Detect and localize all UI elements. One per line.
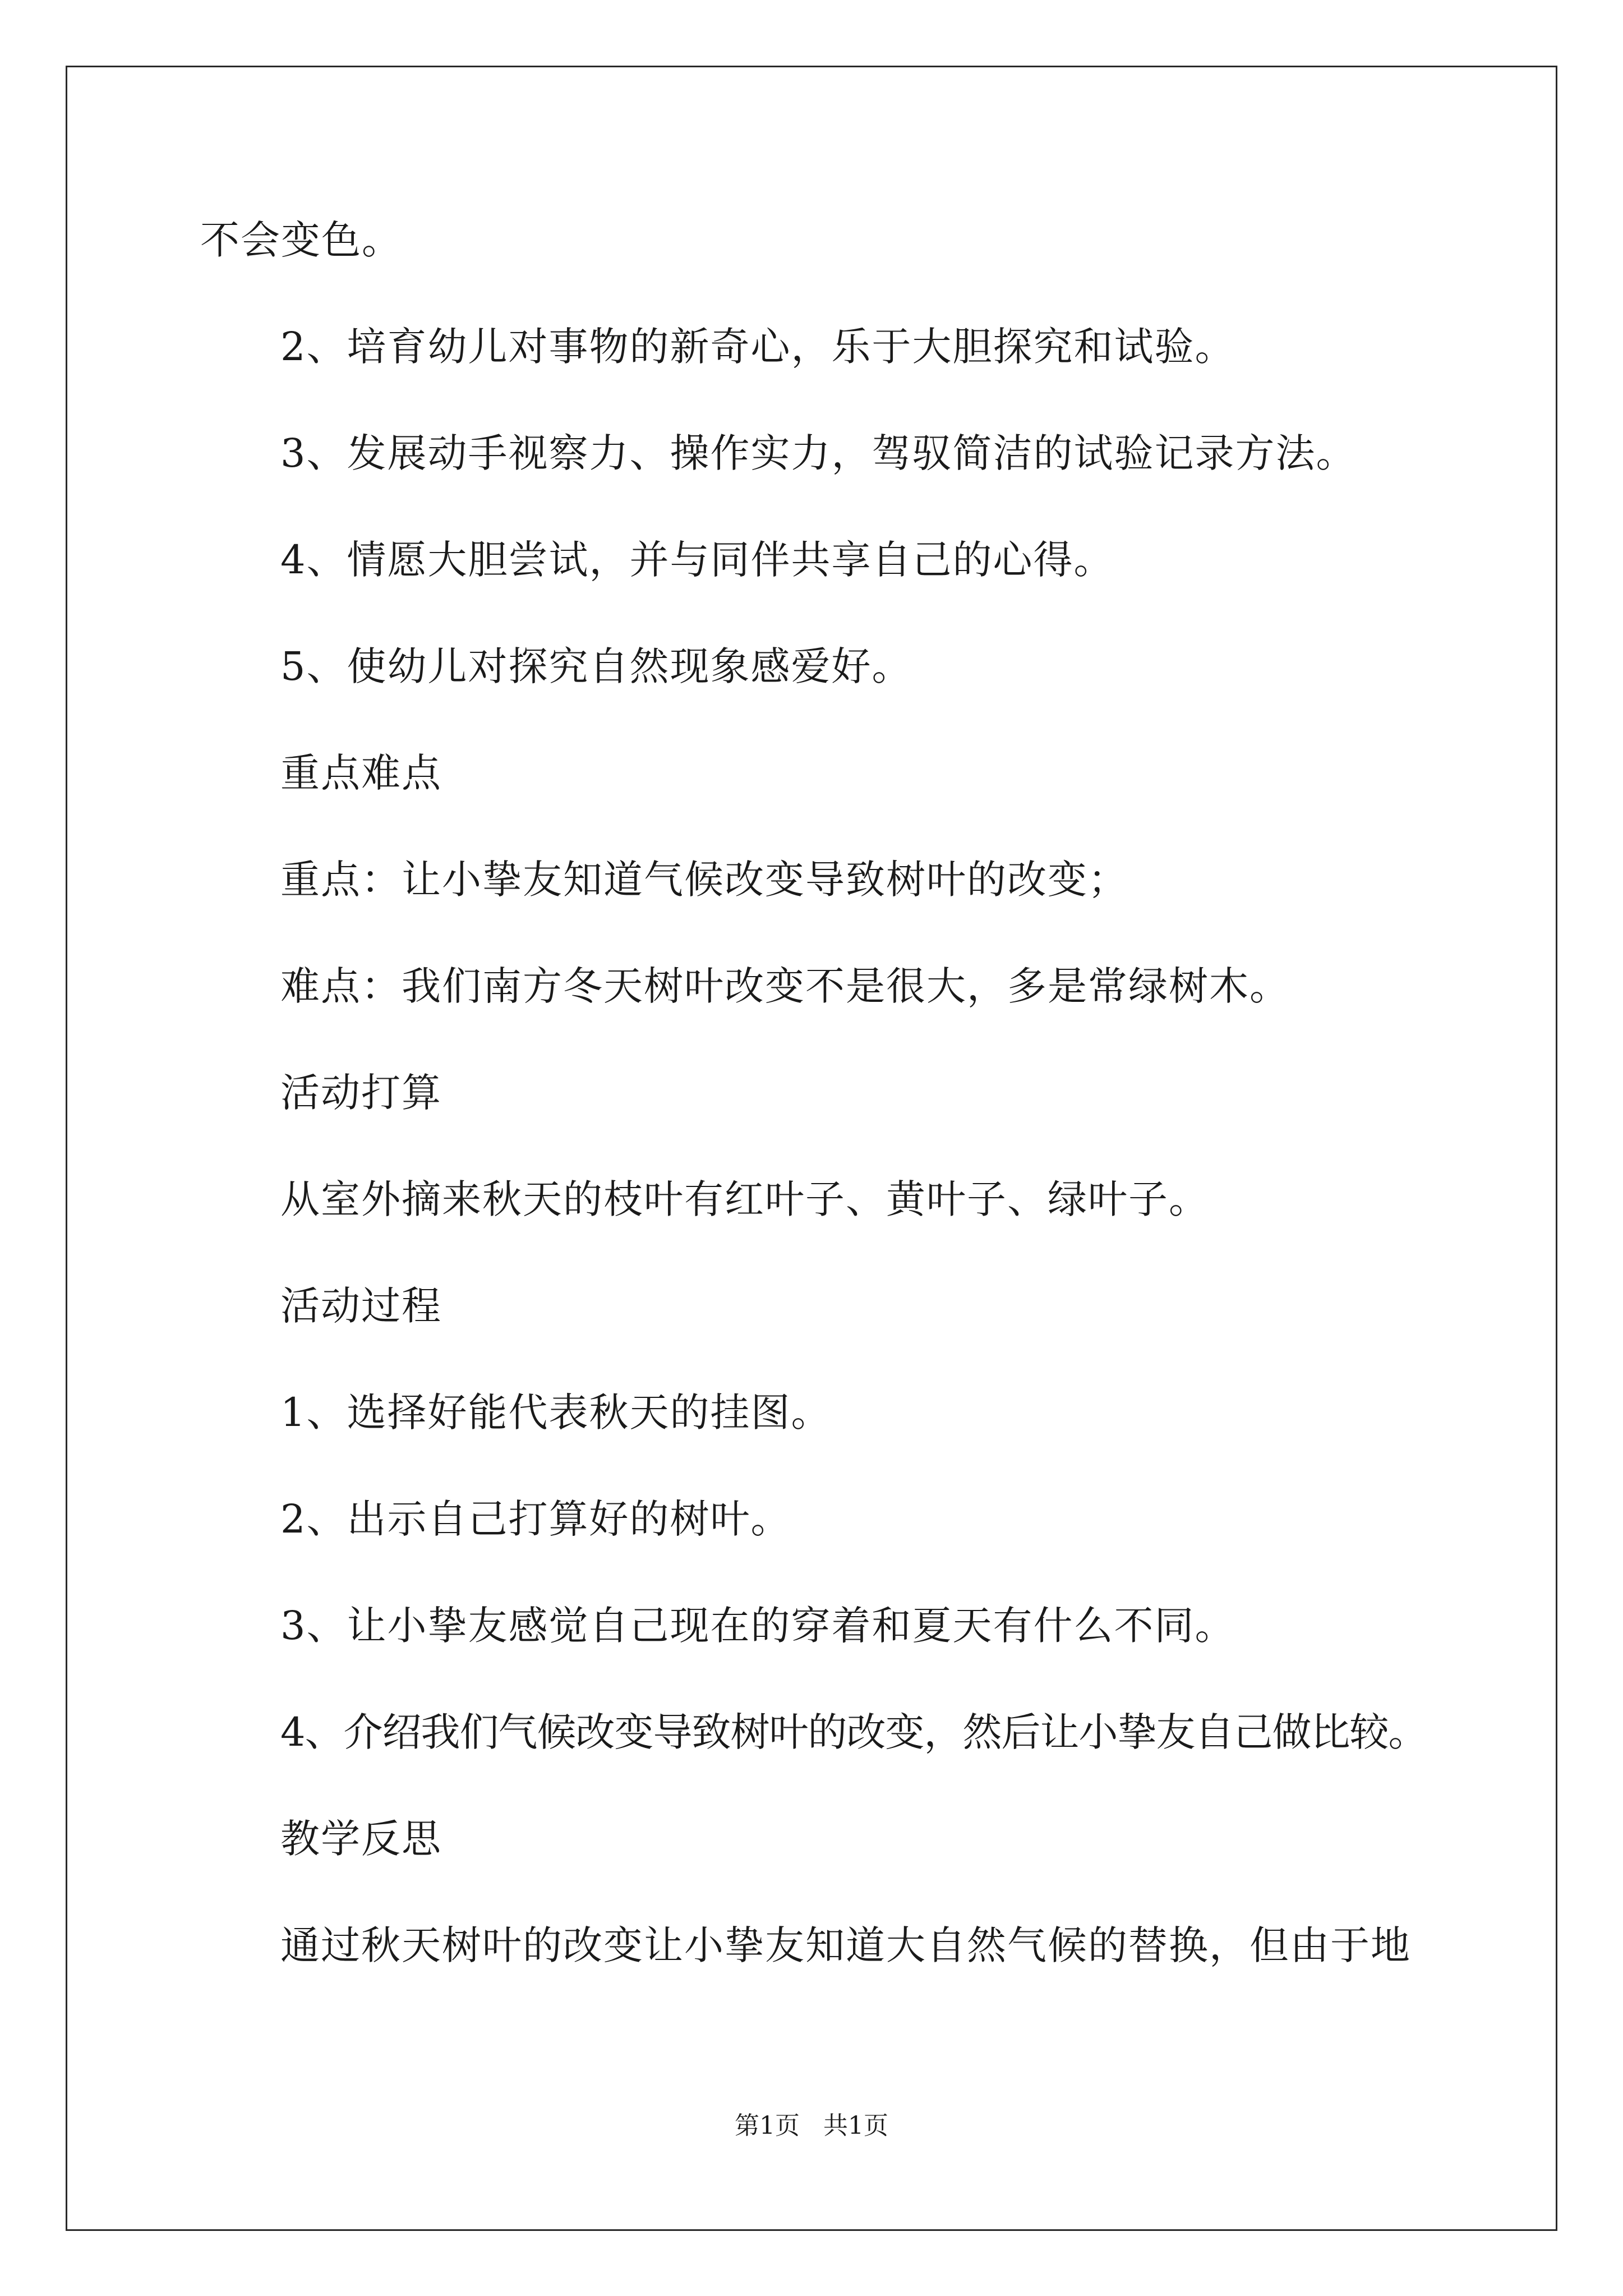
page-frame [66, 66, 1557, 2231]
paragraph-goal-3: 3、发展动手视察力、操作实力，驾驭简洁的试验记录方法。 [280, 430, 1357, 476]
heading-key-points: 重点难点 [280, 750, 442, 796]
paragraph-step-2: 2、出示自己打算好的树叶。 [280, 1496, 791, 1542]
page-footer: 第1页 共1页 [735, 2111, 888, 2140]
paragraph-continuation: 不会变色。 [200, 217, 402, 263]
paragraph-step-4: 4、介绍我们气候改变导致树叶的改变，然后让小挚友自己做比较。 [280, 1709, 1427, 1755]
paragraph-key-point: 重点：让小挚友知道气候改变导致树叶的改变； [280, 857, 1128, 903]
paragraph-reflection: 通过秋天树叶的改变让小挚友知道大自然气候的替换，但由于地 [280, 1922, 1411, 1968]
heading-process: 活动过程 [280, 1283, 442, 1329]
heading-preparation: 活动打算 [280, 1070, 442, 1116]
heading-reflection: 教学反思 [280, 1816, 442, 1862]
paragraph-goal-4: 4、情愿大胆尝试，并与同伴共享自己的心得。 [280, 537, 1114, 583]
paragraph-step-3: 3、让小挚友感觉自己现在的穿着和夏天有什么不同。 [280, 1603, 1235, 1649]
paragraph-goal-2: 2、培育幼儿对事物的新奇心，乐于大胆探究和试验。 [280, 324, 1235, 370]
paragraph-difficulty: 难点：我们南方冬天树叶改变不是很大，多是常绿树木。 [280, 963, 1290, 1009]
paragraph-step-1: 1、选择好能代表秋天的挂图。 [280, 1389, 832, 1435]
paragraph-preparation: 从室外摘来秋天的枝叶有红叶子、黄叶子、绿叶子。 [280, 1176, 1209, 1222]
paragraph-goal-5: 5、使幼儿对探究自然现象感爱好。 [280, 643, 912, 689]
